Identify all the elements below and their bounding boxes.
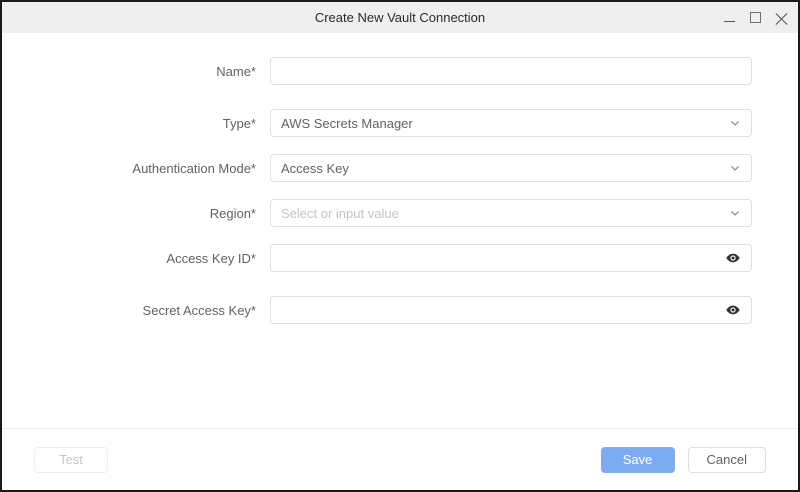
- window-controls: [720, 9, 798, 27]
- close-button[interactable]: [772, 9, 790, 27]
- maximize-icon: [750, 12, 761, 23]
- authentication-mode-label: Authentication Mode*: [132, 160, 256, 176]
- minimize-button[interactable]: [720, 9, 738, 27]
- secret-access-key-input[interactable]: [281, 297, 719, 323]
- save-button[interactable]: Save: [601, 447, 675, 473]
- name-input[interactable]: [281, 58, 741, 84]
- dialog-title: Create New Vault Connection: [314, 10, 486, 25]
- authentication-mode-select[interactable]: [270, 154, 752, 182]
- vault-connection-form: [2, 33, 798, 428]
- name-label: Name*: [216, 63, 256, 79]
- chevron-down-icon: [729, 207, 741, 219]
- dialog-body: [2, 33, 798, 490]
- minimize-icon: [724, 21, 735, 22]
- dialog-footer: [2, 428, 798, 490]
- maximize-button[interactable]: [746, 9, 764, 27]
- region-label: Region*: [209, 205, 256, 221]
- region-select[interactable]: [270, 199, 752, 227]
- chevron-down-icon: [729, 162, 741, 174]
- form-row-name: [2, 57, 752, 85]
- type-label: Type*: [222, 115, 256, 131]
- test-button[interactable]: Test: [34, 447, 108, 473]
- form-row-type: [2, 109, 752, 137]
- eye-icon: [725, 302, 741, 318]
- secret-access-key-label: Secret Access Key*: [142, 302, 256, 318]
- cancel-button[interactable]: Cancel: [688, 447, 766, 473]
- form-row-authentication-mode: [2, 154, 752, 182]
- secret-access-key-field-wrapper: [270, 296, 752, 324]
- name-field-wrapper: [270, 57, 752, 85]
- eye-icon: [725, 250, 741, 266]
- form-row-secret-access-key: [2, 296, 752, 324]
- form-row-region: [2, 199, 752, 227]
- access-key-id-reveal-button[interactable]: [719, 250, 741, 266]
- access-key-id-input[interactable]: [281, 245, 719, 271]
- type-select-value: AWS Secrets Manager: [281, 115, 413, 131]
- authentication-mode-select-value: Access Key: [281, 160, 349, 176]
- type-select[interactable]: [270, 109, 752, 137]
- secret-access-key-reveal-button[interactable]: [719, 302, 741, 318]
- region-select-placeholder: Select or input value: [281, 205, 399, 221]
- form-row-access-key-id: [2, 244, 752, 272]
- chevron-down-icon: [729, 117, 741, 129]
- access-key-id-label: Access Key ID*: [166, 250, 256, 266]
- dialog-titlebar[interactable]: [2, 2, 798, 33]
- close-icon: [775, 11, 788, 24]
- access-key-id-field-wrapper: [270, 244, 752, 272]
- footer-actions: [601, 447, 766, 473]
